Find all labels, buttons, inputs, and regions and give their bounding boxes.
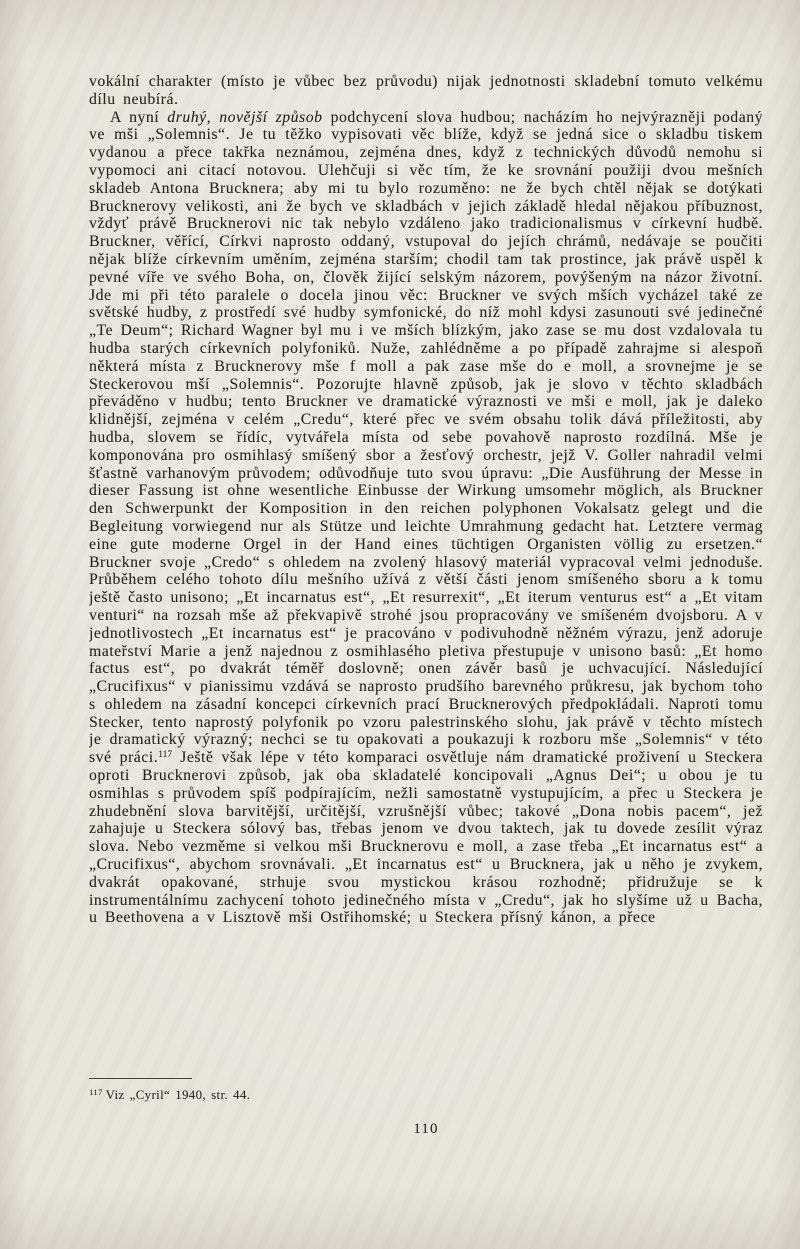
page-number: 110 [413, 1121, 439, 1137]
footnote-number: 117 [89, 1087, 103, 1097]
paragraph-lead-text: A nyní [110, 108, 168, 126]
paragraph-continuation [89, 73, 763, 109]
footnote [89, 1085, 763, 1103]
paragraph-main [89, 109, 763, 928]
paragraph-body-after-ref: Ještě však lépe v této komparaci osvětluje nám dramatické proživení u Steckera oproti Brucknerovi způsob, jak oba skladatelé koncipovali „Agnus Dei“; u obou je tu osmihlas s průvodem spíš podpírajícím, nežli samostatně vystupujícím, a přec u Steckera je zhudebnění slova barvitější, určitější, vzrušnější vůbec; takové „Dona nobis pacem“, jež zahajuje u Steckera sólový bas, třebas jenom ve dvou taktech, jak tu dovede zesílit výraz slova. Nebo vezměme si velkou mši Brucknerovu e moll, a zase třeba „Et incarnatus est“ a „Crucifixus“, abychom srovnávali. „Et incarnatus est“ u Brucknera, jak u něho je zvykem, dvakrát opakované, strhuje svou mystickou krásou rozhodně; přidružuje se k instrumentálnímu zachycení tohoto jedinečného místa v „Credu“, jak ho slyšíme už u Bacha, u Beethovena a v Lisztově mši Ostřihomské; u Steckera přísný kánon, a přece [89, 749, 763, 927]
paragraph-continuation-text: vokální charakter (místo je vůbec bez průvodu) nijak jednotnosti skladební tomuto velkému dílu neubírá. [89, 73, 763, 108]
paragraph-body-before-ref: podchycení slova hudbou; nacházím ho nejvýrazněji podaný ve mši „Solemnis“. Je tu těžko vypisovati věc blíže, když se jedná sice o skladbu tiskem vydanou a přece takřka neznámou, zejména dnes, když z technických důvodů nemohu si vypomoci ani citací notovou. Ulehčuji si věc tím, že ke srovnání použiji dvou mešních skladeb Antona Brucknera; aby mi tu bylo rozuměno: ne že bych chtěl nějak se dotýkati Brucknerovy velikosti, ani že bych ve skladbách v jejich základě hledal nějakou příbuznost, vždyť právě Brucknerovi nic tak nebylo vzdáleno jako tradicionalismus v církevní hudbě. Bruckner, věřící, Církvi naprosto oddaný, vstupoval do jejích chrámů, nedávaje se poučiti nějak blíže církevním uměním, zejména starším; chodil tam tak prostince, jak právě uspěl k pevné víře ve svého Boha, on, člověk žijící selským názorem, povýšeným na názor životní. Jde mi při této paralele o docela jinou věc: Bruckner ve svých mších vycházel také ze světské hudby, z prostředí své hudby symfonické, do níž mohl kdysi zasunouti své jedinečné „Te Deum“; Richard Wagner byl mu i ve mších blízkým, jako zase se mu dost vzdalovala tu hudba starých církevních polyfoniků. Nuže, zahlédněme a po případě zahrajme si alespoň některá místa z Brucknerovy mše f moll a pak zase mše do e moll, a srovnejme je se Steckerovou mší „Solemnis“. Pozorujte hlavně způsob, jak je slovo v těchto skladbách převáděno v hudbu; tento Bruckner ve dramatické výraznosti ve mši e moll, jak je daleko klidnější, zejména v celém „Credu“, které přec ve svém obsahu tolik dává příležitosti, aby hudba, slovem se řídíc, vytvářela místa od sebe povahově naprosto rozdílná. Mše je komponována pro osmihlasý smíšený sbor a žesťový orchestr, jejž V. Goller nahradil velmi šťastně varhanovým průvodem; odůvodňuje tuto svou úpravu: „Die Ausführung der Messe in dieser Fassung ist ohne wesentliche Einbusse der Wirkung umsomehr möglich, als Bruckner den Schwerpunkt der Komposition in den reichen polyphonen Vokalsatz gelegt und die Begleitung vorwiegend nur als Stütze und leichte Umrahmung gedacht hat. Letztere vermag eine gute moderne Orgel in der Hand eines tüchtigen Organisten völlig zu ersetzen.“ Bruckner svoje „Credo“ s ohledem na zvolený hlasový materiál vypracoval velmi jednoduše. Průběhem celého tohoto dílu mešního užívá z větší části jenom smíšeného sboru a k tomu ještě často unisono; „Et incarnatus est“, „Et resurrexit“, „Et iterum venturus est“ a „Et vitam venturi“ na rozsah mše až překvapivě strohé jsou propracovány ve smíšeném dvojsboru. A v jednotlivostech „Et incarnatus est“ je pracováno v podivuhodně něžném výrazu, jenž adoruje mateřství Marie a jenž najednou z osmihlasého pletiva přestupuje v unisono basů: „Et homo factus est“, po dvakrát téměř doslovně; onen závěr basů je uchvacující. Následující „Crucifixus“ v pianissimu vzdává se naprosto prudšího barevného průkresu, jak bychom toho s ohledem na zásadní koncepci církevních prací Brucknerových předpokládali. Naproti tomu Stecker, tento naprostý polyfonik po vzoru palestrinského slohu, jak právě v těchto místech je dramatický výrazný; nechci se tu opakovati a poukazuji k rozboru mše „Solemnis“ v této své práci. [89, 108, 763, 767]
footnote-area [89, 1078, 763, 1103]
footnote-text: Viz „Cyril“ 1940, str. 44. [105, 1088, 251, 1102]
italic-phrase: druhý, novější způsob [167, 108, 323, 126]
body-text-block [89, 73, 763, 1075]
footnote-reference-marker: 117 [158, 750, 173, 761]
footnote-divider-rule [89, 1078, 192, 1079]
